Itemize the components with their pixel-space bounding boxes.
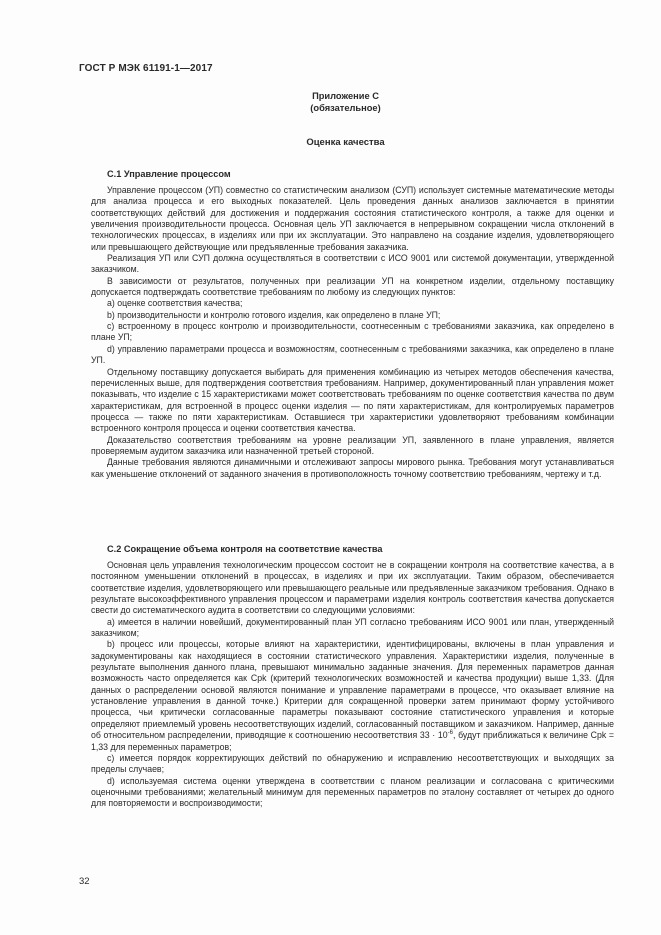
paragraph: В зависимости от результатов, полученных при реализации УП на конкретном изделии, отдельному поставщику допускается подтверждать соответствие требованиям по любому из следующих пунктов: bbox=[91, 275, 614, 298]
list-item: d) управлению параметрами процесса и возможностям, соотнесенным с требованиями заказчика, как определено в плане УП. bbox=[91, 343, 614, 366]
list-item bbox=[91, 639, 614, 752]
paragraph: Отдельному поставщику допускается выбирать для применения комбинацию из четырех методов обеспечения качества, перечисленных выше, для подтверждения соответствия требованиям. Например, документированный план управления может показывать, что изделие с 15 характеристиками может соответствовать требованиям по оценке соответствия качества по двум характеристикам, для встроенной в процесс оценки изделия — по пяти характеристикам, для контролируемых параметров процесса — также по пяти характеристикам. Оставшиеся три характеристики удовлетворяют требованиям комбинации встроенного контроля процесса и оценки соответствия качества. bbox=[91, 366, 614, 434]
standard-header: ГОСТ Р МЭК 61191-1—2017 bbox=[79, 63, 213, 74]
page-title: Оценка качества bbox=[306, 137, 385, 148]
list-item: а) имеется в наличии новейший, документированный план УП согласно требованиям ИСО 9001 или план, утвержденный заказчиком; bbox=[91, 616, 614, 639]
list-item-text: b) процесс или процессы, которые влияют на характеристики, идентифицированы, включены в план управления и задокументированы как находящиеся в состоянии статистического управления. Характеристики изделия, полученные в результате выполнения данного плана, превышают минимально заданные значения. Для переменных параметров данная возможность часто определяется как Cpk (критерий технологических возможностей и качества продукции) выше 1,33. (Для данных о распределении основой являются понимание и управление параметрами в процессе, что оказывает влияние на установление управления в данной точке.) Критерии для сокращенной проверки затем принимают форму устойчивого процесса, чьи критически согласованные параметры показывают состояние статистического управления и которые определяют приемлемый уровень несоответствующих изделий, согласованный поставщиком и заказчиком. Например, данные об относительном распределении, приводящие к соотношению несоответствия 33 · 10 bbox=[91, 639, 614, 741]
list-item: d) используемая система оценки утверждена в соответствии с планом реализации и согласована с критическими оценочными требованиями; желательный минимум для переменных параметров по эталону составляет от четырех до одного для повторяемости и воспроизводимости; bbox=[91, 775, 614, 809]
list-item: а) оценке соответствия качества; bbox=[107, 298, 243, 309]
exponent: -6 bbox=[447, 730, 453, 737]
appendix-status: (обязательное) bbox=[310, 103, 381, 113]
paragraph: Доказательство соответствия требованиям на уровне реализации УП, заявленного в плане управления, является проверяемым аудитом заказчика или назначенной третьей стороной. bbox=[91, 434, 614, 456]
list-item: с) встроенному в процесс контролю и производительности, соотнесенным с требованиями заказчика, как определено в плане УП; bbox=[91, 321, 614, 343]
section-body bbox=[91, 185, 614, 480]
list-item: b) производительности и контролю готового изделия, как определено в плане УП; bbox=[107, 309, 441, 320]
list-item: с) имеется порядок корректирующих действий по обнаружению и исправлению несоответствующих и выходящих за пределы случаев; bbox=[91, 752, 614, 775]
section-heading: С.1 Управление процессом bbox=[107, 169, 231, 179]
list-item-text: , будут приближаться к величине Cpk = 1,33 для переменных параметров; bbox=[91, 730, 614, 752]
appendix-title: Приложение С bbox=[312, 91, 379, 101]
paragraph: Управление процессом (УП) совместно со статистическим анализом (СУП) использует системные математические методы для анализа процесса и его выходных показателей. Цель проведения данных анализов заключается в принятии соответствующих действий для достижения и поддержания состояния статистического контроля, а также для оценки и увеличения производительности процесса. Основная цель УП заключается в непрерывном сокращении числа отклонений в технологических процессах, в изделиях или при их эксплуатации. Это направлено на создание изделия, удовлетворяющего или превышающего действующие или предъявленные требования заказчика. bbox=[91, 185, 614, 252]
paragraph: Основная цель управления технологическим процессом состоит не в сокращении контроля на соответствие качества, а в постоянном уменьшении отклонений в процессах, в изделиях и при их эксплуатации. Таким образом, обеспечивается соответствие изделия, удовлетворяющего или превышающего реальные или предъявленные заказчиком требования. Однако в результате высокоэффективного управления процессом и параметрами изделия контроль соответствия качества допускается свести до систематического аудита в соответствии со следующими условиями: bbox=[91, 560, 614, 616]
section-body bbox=[91, 560, 614, 810]
section-heading: С.2 Сокращение объема контроля на соответствие качества bbox=[107, 544, 383, 554]
paragraph: Данные требования являются динамичными и отслеживают запросы мирового рынка. Требования могут устанавливаться как уменьшение отклонений от заданного значения в противоположность точному соответствию требованиям, чертежу и т.д. bbox=[91, 457, 614, 479]
page-number: 32 bbox=[79, 876, 90, 887]
paragraph: Реализация УП или СУП должна осуществляться в соответствии с ИСО 9001 или системой документации, утвержденной заказчиком. bbox=[91, 253, 614, 275]
